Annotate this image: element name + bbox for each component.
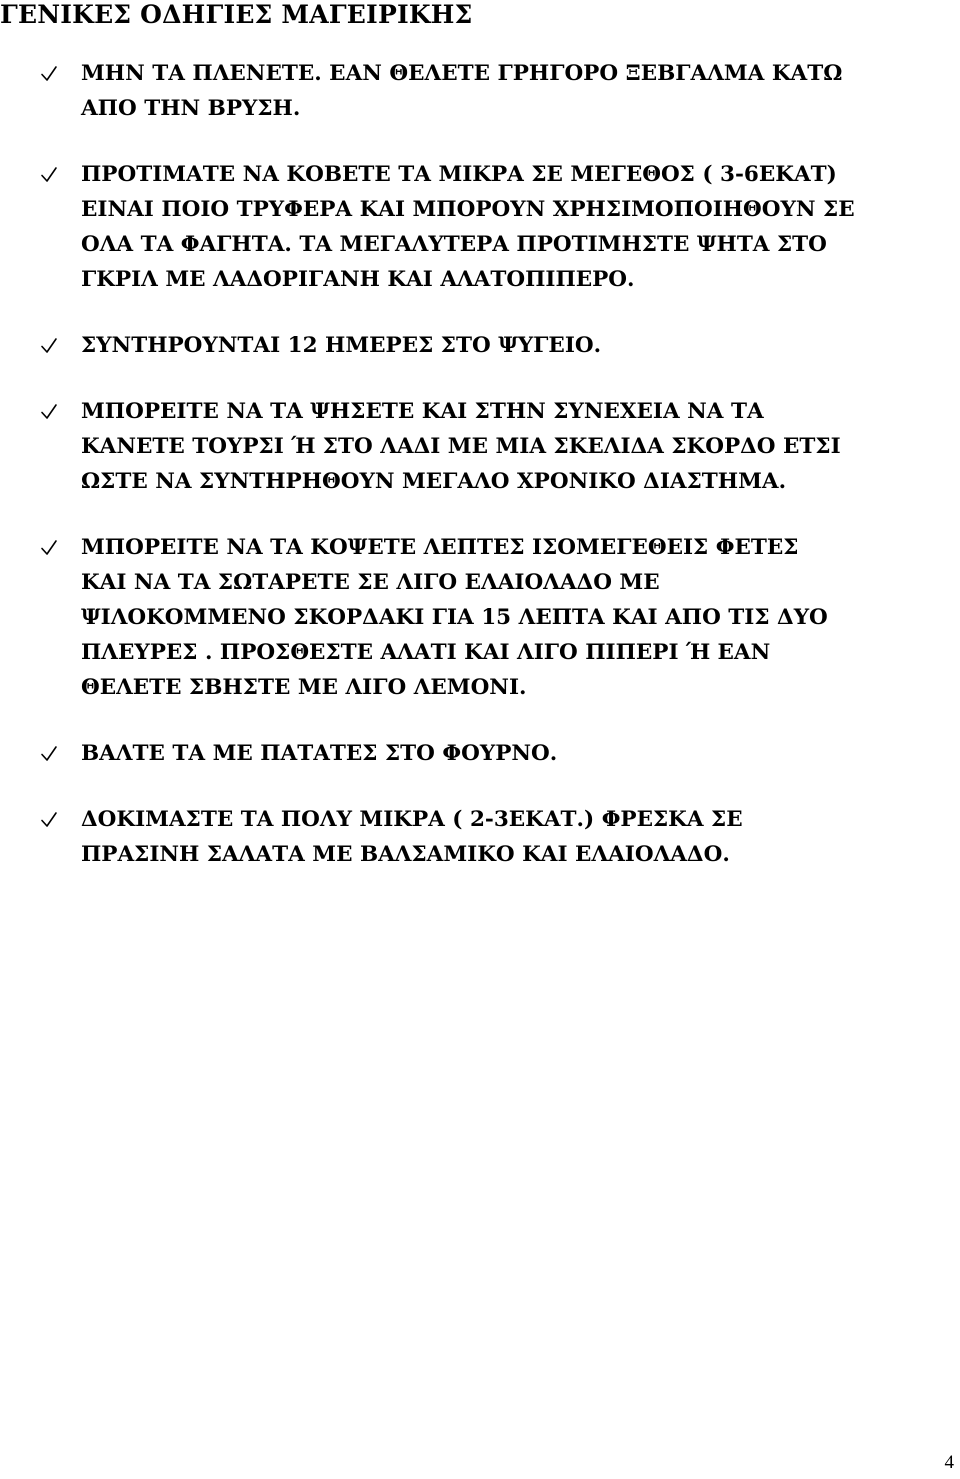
- tip-line: ΔΟΚΙΜΑΣΤΕ ΤΑ ΠΟΛΥ ΜΙΚΡΑ ( 2-3ΕΚΑΤ.) ΦΡΕΣΚΑ ΣΕ: [81, 807, 743, 832]
- tip-line: ΒΑΛΤΕ ΤΑ ΜΕ ΠΑΤΑΤΕΣ ΣΤΟ ΦΟΥΡΝΟ.: [81, 741, 558, 766]
- page-number: 4: [944, 1452, 954, 1473]
- tip-item-6: [0, 736, 960, 771]
- checkmark-icon: [40, 56, 58, 91]
- tip-line: ΠΡΑΣΙΝΗ ΣΑΛΑΤΑ ΜΕ ΒΑΛΣΑΜΙΚΟ ΚΑΙ ΕΛΑΙΟΛΑΔΟ.: [81, 842, 730, 867]
- tip-line: ΑΠΟ ΤΗΝ ΒΡΥΣΗ.: [81, 96, 301, 121]
- tip-line: ΕΙΝΑΙ ΠΟΙΟ ΤΡΥΦΕΡΑ ΚΑΙ ΜΠΟΡΟΥΝ ΧΡΗΣΙΜΟΠΟΙΗΘΟΥΝ ΣΕ: [81, 197, 855, 222]
- tip-line: ΣΥΝΤΗΡΟΥΝΤΑΙ 12 ΗΜΕΡΕΣ ΣΤΟ ΨΥΓΕΙΟ.: [81, 333, 602, 358]
- checkmark-icon: [40, 328, 58, 363]
- tip-line: ΨΙΛΟΚΟΜΜΕΝΟ ΣΚΟΡΔΑΚΙ ΓΙΑ 15 ΛΕΠΤΑ ΚΑΙ ΑΠΟ ΤΙΣ ΔΥΟ: [81, 605, 828, 630]
- tip-item-5: [0, 530, 960, 705]
- checkmark-icon: [40, 394, 58, 429]
- tip-line: ΚΑΙ ΝΑ ΤΑ ΣΩΤΑΡΕΤΕ ΣΕ ΛΙΓΟ ΕΛΑΙΟΛΑΔΟ ΜΕ: [81, 570, 660, 595]
- tip-item-1: [0, 56, 960, 126]
- tip-line: ΘΕΛΕΤΕ ΣΒΗΣΤΕ ΜΕ ΛΙΓΟ ΛΕΜΟΝΙ.: [81, 675, 527, 700]
- tip-line: ΚΑΝΕΤΕ ΤΟΥΡΣΙ Ή ΣΤΟ ΛΑΔΙ ΜΕ ΜΙΑ ΣΚΕΛΙΔΑ ΣΚΟΡΔΟ ΕΤΣΙ: [81, 434, 841, 459]
- cooking-tips-list: [0, 56, 960, 903]
- tip-line: ΜΠΟΡΕΙΤΕ ΝΑ ΤΑ ΚΟΨΕΤΕ ΛΕΠΤΕΣ ΙΣΟΜΕΓΕΘΕΙΣ ΦΕΤΕΣ: [81, 535, 799, 560]
- tip-item-2: [0, 157, 960, 297]
- checkmark-icon: [40, 157, 58, 192]
- checkmark-icon: [40, 530, 58, 565]
- tip-item-4: [0, 394, 960, 499]
- tip-item-7: [0, 802, 960, 872]
- tip-line: ΩΣΤΕ ΝΑ ΣΥΝΤΗΡΗΘΟΥΝ ΜΕΓΑΛΟ ΧΡΟΝΙΚΟ ΔΙΑΣΤΗΜΑ.: [81, 469, 787, 494]
- tip-line: ΠΡΟΤΙΜΑΤΕ ΝΑ ΚΟΒΕΤΕ ΤΑ ΜΙΚΡΑ ΣΕ ΜΕΓΕΘΟΣ ( 3-6ΕΚΑΤ): [81, 162, 837, 187]
- tip-line: ΜΗΝ ΤΑ ΠΛΕΝΕΤΕ. ΕΑΝ ΘΕΛΕΤΕ ΓΡΗΓΟΡΟ ΞΕΒΓΑΛΜΑ ΚΑΤΩ: [81, 61, 843, 86]
- tip-line: ΠΛΕΥΡΕΣ . ΠΡΟΣΘΕΣΤΕ ΑΛΑΤΙ ΚΑΙ ΛΙΓΟ ΠΙΠΕΡΙ Ή ΕΑΝ: [81, 640, 771, 665]
- checkmark-icon: [40, 736, 58, 771]
- page-title: ΓΕΝΙΚΕΣ ΟΔΗΓΙΕΣ ΜΑΓΕΙΡΙΚΗΣ: [0, 0, 473, 29]
- checkmark-icon: [40, 802, 58, 837]
- tip-line: ΜΠΟΡΕΙΤΕ ΝΑ ΤΑ ΨΗΣΕΤΕ ΚΑΙ ΣΤΗΝ ΣΥΝΕΧΕΙΑ ΝΑ ΤΑ: [81, 399, 764, 424]
- tip-item-3: [0, 328, 960, 363]
- tip-line: ΓΚΡΙΛ ΜΕ ΛΑΔΟΡΙΓΑΝΗ ΚΑΙ ΑΛΑΤΟΠΙΠΕΡΟ.: [81, 267, 635, 292]
- tip-line: ΟΛΑ ΤΑ ΦΑΓΗΤΑ. ΤΑ ΜΕΓΑΛΥΤΕΡΑ ΠΡΟΤΙΜΗΣΤΕ ΨΗΤΑ ΣΤΟ: [81, 232, 827, 257]
